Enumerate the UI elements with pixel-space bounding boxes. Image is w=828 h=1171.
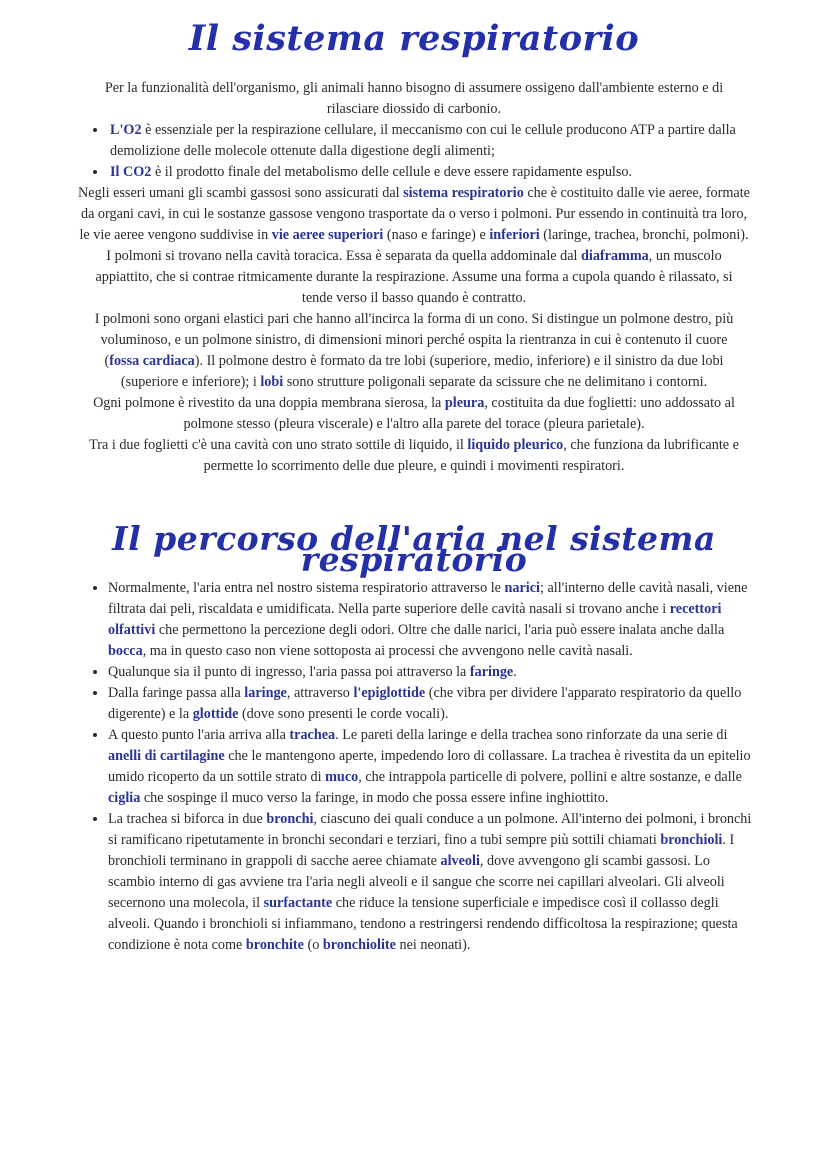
paragraph-polmoni: [84, 309, 744, 393]
text: che sospinge il muco verso la faringe, in modo che possa essere infine inghiottito.: [140, 790, 609, 806]
paragraph-diaframma: [84, 246, 744, 309]
text: Normalmente, l'aria entra nel nostro sistema respiratorio attraverso le: [108, 580, 505, 596]
text: (dove sono presenti le corde vocali).: [238, 706, 449, 722]
text: che permettono la percezione degli odori. Oltre che dalle narici, l'aria può essere inalata anche dalla: [155, 622, 725, 638]
keyword: l'epiglottide: [353, 685, 426, 701]
paragraph-vie-aeree: [78, 183, 750, 246]
text: I polmoni si trovano nella cavità toracica. Essa è separata da quella addominale dal: [106, 248, 581, 264]
list-item-co2: [108, 162, 744, 183]
text: (o: [303, 937, 323, 953]
text: Negli esseri umani gli scambi gassosi sono assicurati dal: [78, 185, 404, 201]
list-item: [108, 683, 752, 725]
paragraph-pleura: [84, 393, 744, 435]
keyword: diaframma: [581, 248, 649, 264]
keyword: bronchiolite: [322, 937, 396, 953]
keyword: pleura: [444, 395, 485, 411]
list-item-o2: [108, 120, 744, 162]
keyword: bronchi: [266, 811, 314, 827]
text: (laringe, trachea, bronchi, polmoni).: [539, 227, 749, 243]
text: , costituita da due foglietti: uno addossato al polmone stesso (pleura viscerale) e l'altro alla parete del torace (pleura parietale).: [183, 395, 735, 432]
text: , che intrappola particelle di polvere, pollini e altre sostanze, e dalle: [358, 769, 742, 785]
keyword: narici: [504, 580, 540, 596]
text: (naso e faringe) e: [383, 227, 490, 243]
keyword: lobi: [260, 374, 284, 390]
text: , attraverso: [286, 685, 354, 701]
keyword: Il CO2: [110, 164, 152, 180]
intro-list: [84, 120, 744, 183]
keyword: recettori olfattivi: [108, 601, 722, 638]
keyword: glottide: [192, 706, 239, 722]
intro-paragraph: Per la funzionalità dell'organismo, gli animali hanno bisogno di assumere ossigeno dall'ambiente esterno e di rilasciare diossido di carbonio.: [104, 80, 724, 117]
text: ; all'interno delle cavità nasali, viene filtrata dai peli, riscaldata e umidificata. Nella parte superiore delle cavità nasali si trovano anche i: [108, 580, 748, 617]
text: La trachea si biforca in due: [108, 811, 267, 827]
keyword: muco: [325, 769, 359, 785]
page-title: Il sistema respiratorio: [188, 18, 640, 59]
keyword: L'O2: [110, 122, 142, 138]
keyword: anelli di cartilagine: [108, 748, 225, 764]
text: , ciascuno dei quali conduce a un polmone. All'interno dei polmoni, i bronchi si ramificano ripetutamente in bronchi secondari e terziari, fino a tubi sempre più sottili chiamati: [108, 811, 752, 848]
keyword: liquido pleurico: [467, 437, 564, 453]
text: Qualunque sia il punto di ingresso, l'aria passa poi attraverso la: [108, 664, 470, 680]
keyword: bronchioli: [660, 832, 723, 848]
text: nei neonati).: [395, 937, 471, 953]
text: , ma in questo caso non viene sottoposta ai processi che avvengono nelle cavità nasali.: [142, 643, 633, 659]
keyword: inferiori: [489, 227, 540, 243]
keyword: bronchite: [245, 937, 304, 953]
text: A questo punto l'aria arriva alla: [108, 727, 290, 743]
keyword: trachea: [289, 727, 336, 743]
list-item: [108, 725, 752, 809]
section-title: Il percorso dell'aria nel sistema respiratorio: [112, 519, 716, 579]
text: ). Il polmone destro è formato da tre lobi (superiore, medio, inferiore) e il sinistro da due lobi (superiore e inferiore); i: [120, 353, 724, 390]
text: che riduce la tensione superficiale e impedisce così il collasso degli alveoli. Quando i bronchioli si infiammano, tendono a restringersi rendendo difficoltosa la respirazione; questa condizione è nota come: [108, 895, 738, 953]
keyword: alveoli: [440, 853, 480, 869]
keyword: fossa cardiaca: [109, 353, 195, 369]
keyword: faringe: [469, 664, 514, 680]
airway-list: [84, 578, 752, 956]
text: Tra i due foglietti c'è una cavità con uno strato sottile di liquido, il: [89, 437, 468, 453]
keyword: ciglia: [108, 790, 141, 806]
text: (che vibra per dividere l'apparato respiratorio da quello digerente) e la: [108, 685, 742, 722]
text: Dalla faringe passa alla: [108, 685, 245, 701]
paragraph-liquido-pleurico: [84, 435, 744, 477]
text: , che funziona da lubrificante e permette lo scorrimento delle due pleure, e quindi i movimenti respiratori.: [203, 437, 739, 474]
keyword: surfactante: [263, 895, 333, 911]
airway-section: [84, 578, 752, 956]
list-item: [108, 578, 752, 662]
text: , un muscolo appiattito, che si contrae ritmicamente durante la respirazione. Assume una forma a cupola quando è rilassato, si tende verso il basso quando è contratto.: [95, 248, 733, 306]
keyword: sistema respiratorio: [403, 185, 524, 201]
text: . I bronchioli terminano in grappoli di sacche aeree chiamate: [108, 832, 735, 869]
text: Ogni polmone è rivestito da una doppia membrana sierosa, la: [93, 395, 445, 411]
text: .: [513, 664, 517, 680]
text: , dove avvengono gli scambi gassosi. Lo scambio interno di gas avviene tra l'aria negli alveoli e il sangue che scorre nei capillari alveolari. Gli alveoli secernono una molecola, il: [108, 853, 725, 911]
keyword: laringe: [244, 685, 287, 701]
text: che le mantengono aperte, impedendo loro di collassare. La trachea è rivestita da un epitelio umido ricoperto da un sottile strato di: [108, 748, 751, 785]
text: è essenziale per la respirazione cellulare, il meccanismo con cui le cellule producono ATP a partire dalla demolizione delle molecole ottenute dalla digestione degli alimenti;: [110, 122, 736, 159]
intro-section: [78, 78, 750, 477]
text: che è costituito dalle vie aeree, formate da organi cavi, in cui le sostanze gassose vengono trasportate da o verso i polmoni. Pur essendo in continuità tra loro, le vie aeree vengono suddivise in: [79, 185, 750, 243]
text: . Le pareti della laringe e della trachea sono rinforzate da una serie di: [335, 727, 728, 743]
text: sono strutture poligonali separate da scissure che ne delimitano i contorni.: [283, 374, 708, 390]
text: I polmoni sono organi elastici pari che hanno all'incirca la forma di un cono. Si distingue un polmone destro, più voluminoso, e un polmone sinistro, di dimensioni minori perché ospita la rientranza in cui è contenuto il cuore (: [94, 311, 734, 369]
list-item: [108, 662, 752, 683]
keyword: bocca: [108, 643, 143, 659]
text: è il prodotto finale del metabolismo delle cellule e deve essere rapidamente espulso.: [151, 164, 633, 180]
keyword: vie aeree superiori: [271, 227, 384, 243]
list-item: [108, 809, 752, 956]
